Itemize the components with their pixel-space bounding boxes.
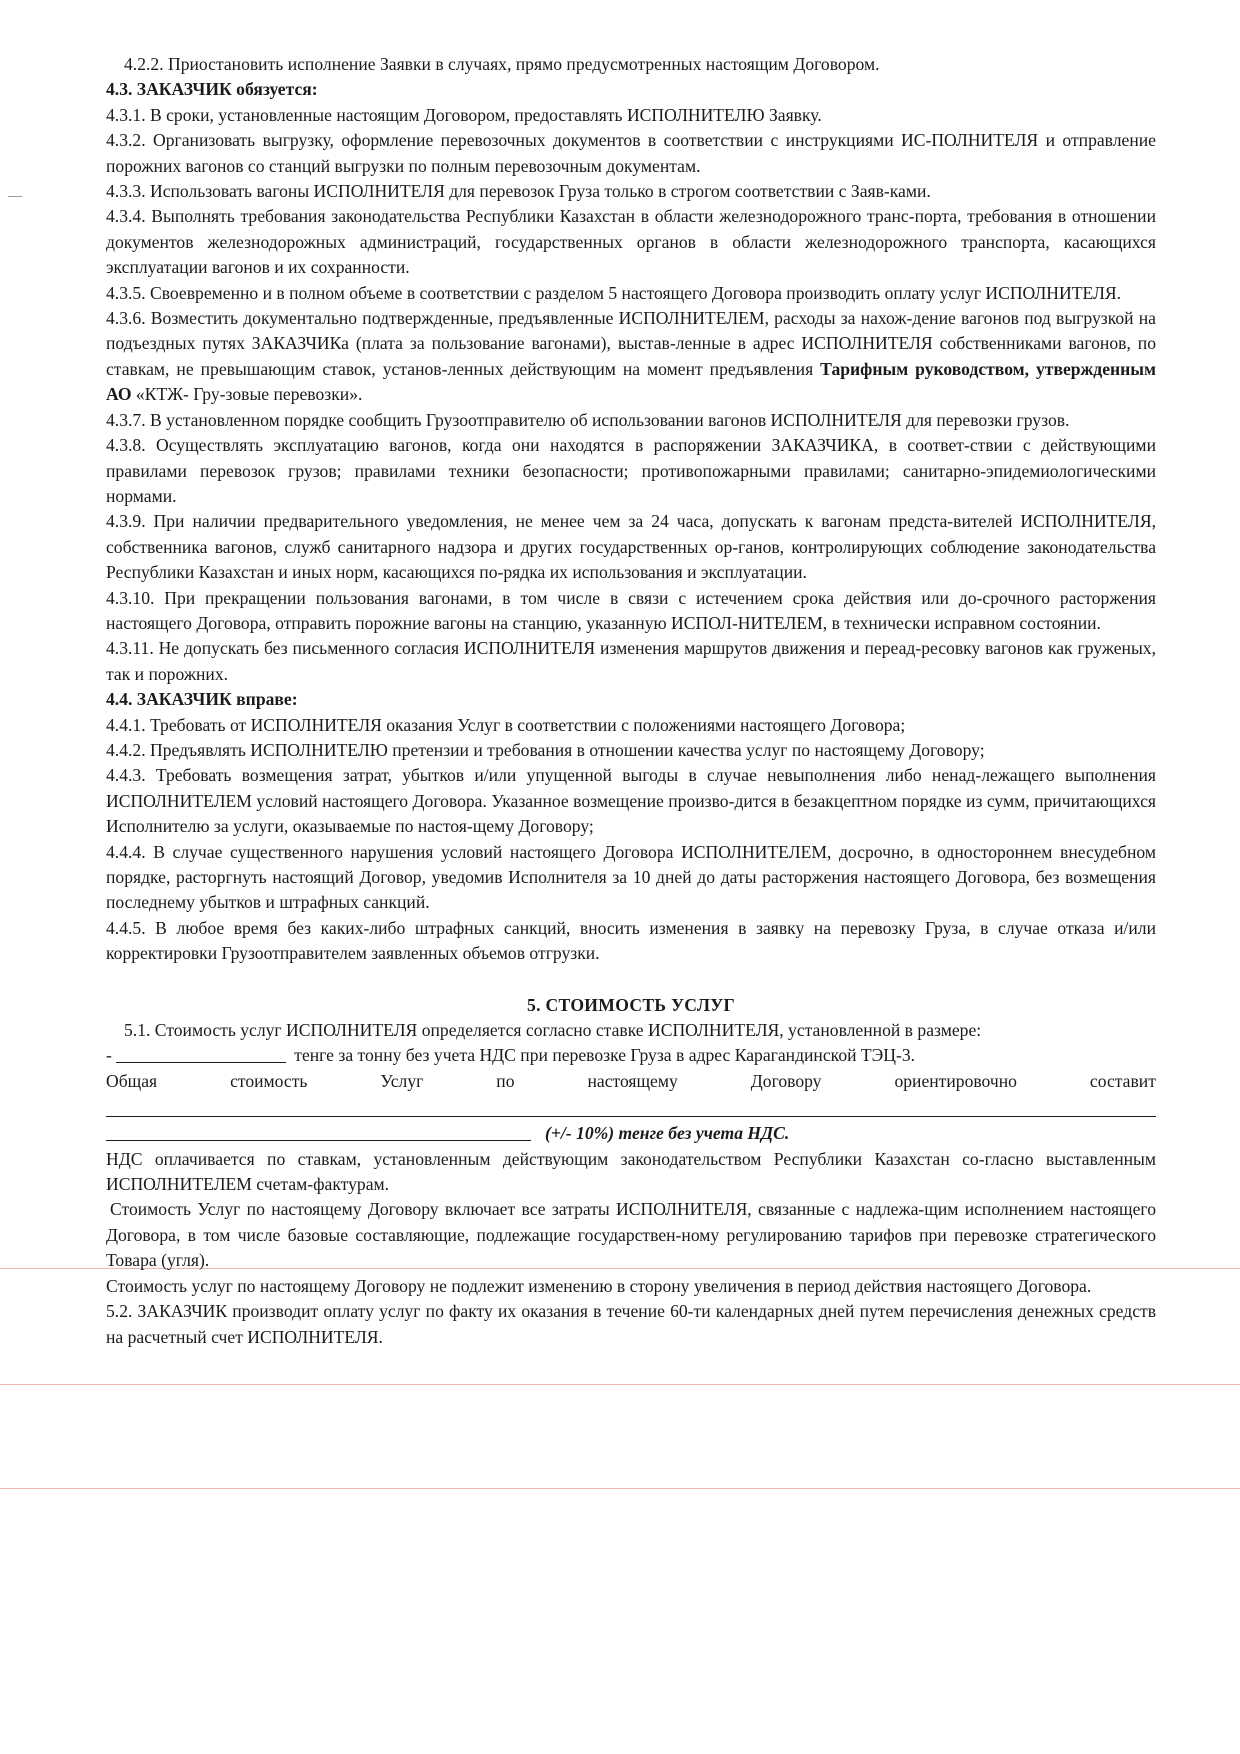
total-amount-blank-line — [106, 1096, 1156, 1117]
clause-4-3-6 — [106, 306, 1156, 408]
clause-4-3-6-bold: Тарифным руководством, утвержденным АО — [106, 358, 1156, 405]
rate-blank-field — [116, 1044, 286, 1063]
total-word: по — [496, 1070, 515, 1091]
cost-includes-paragraph: Стоимость Услуг по настоящему Договору включает все затраты ИСПОЛНИТЕЛЯ, связанные с надлежа-щим исполнением настоящего Договора, в том числе базовые составляющие, подлежащие государствен-ному регулированию тарифов при перевозке стратегического Товара (угля). — [106, 1199, 1156, 1271]
rate-line — [106, 1043, 1156, 1068]
clause-4-3-6-text: 4.3.6. Возместить документально подтвержденные, предъявленные ИСПОЛНИТЕЛЕМ, расходы за нахож-дение вагонов под выгрузкой на подъездных путях ЗАКАЗЧИКа (плата за пользование вагонами), выстав-ленные в адрес ИСПОЛНИТЕЛЯ собственниками вагонов, по ставкам, не превышающим ставок, установ-ленных действующим на момент предъявления — [106, 308, 1156, 379]
clause-4-3-5: 4.3.5. Своевременно и в полном объеме в соответствии с разделом 5 настоящего Договора производить оплату услуг ИСПОЛНИТЕЛЯ. — [106, 282, 1122, 303]
rate-dash: - — [106, 1045, 112, 1066]
clause-4-4-5: 4.4.5. В любое время без каких-либо штрафных санкций, вносить изменения в заявку на перевозку Груза, в случае отказа и/или корректировки Грузоотправителем заявленных объемов отгрузки. — [106, 917, 1156, 964]
clause-5-1: 5.1. Стоимость услуг ИСПОЛНИТЕЛЯ определяется согласно ставке ИСПОЛНИТЕЛЯ, установленной в размере: — [124, 1020, 982, 1041]
vat-paragraph: НДС оплачивается по ставкам, установленным действующим законодательством Республики Казахстан со-гласно выставленным ИСПОЛНИТЕЛЕМ счетам-фактурам. — [106, 1148, 1156, 1195]
clause-4-3-1: 4.3.1. В сроки, установленные настоящим Договором, предоставлять ИСПОЛНИТЕЛЮ Заявку. — [106, 104, 822, 125]
total-suffix: (+/- 10%) тенге без учета НДС. — [545, 1123, 790, 1144]
clause-4-4-2: 4.4.2. Предъявлять ИСПОЛНИТЕЛЮ претензии и требования в отношении качества услуг по настоящему Договору; — [106, 739, 985, 760]
total-word: Общая — [106, 1070, 158, 1091]
total-word: настоящему — [587, 1070, 678, 1091]
total-word: Договору — [750, 1070, 822, 1091]
total-word: Услуг — [380, 1070, 424, 1091]
clause-4-3-3: 4.3.3. Использовать вагоны ИСПОЛНИТЕЛЯ для перевозок Груза только в строгом соответствии с Заяв-ками. — [106, 181, 931, 202]
clause-4-3-11: 4.3.11. Не допускать без письменного согласия ИСПОЛНИТЕЛЯ изменения маршрутов движения и переад-ресовку вагонов как груженых, так и порожних. — [106, 638, 1156, 684]
document-page — [106, 52, 1156, 1350]
clause-4-3-8: 4.3.8. Осуществлять эксплуатацию вагонов, когда они находятся в распоряжении ЗАКАЗЧИКА, в соответ-ствии с действующими правилами перевозок грузов; правилами техники безопасности; противопожарными правилами; санитарно-эпидемиологическими нормами. — [106, 435, 1156, 506]
heading-4-4: 4.4. ЗАКАЗЧИК вправе: — [106, 689, 298, 710]
heading-4-3: 4.3. ЗАКАЗЧИК обязуется: — [106, 79, 318, 100]
total-cost-line — [106, 1069, 1156, 1094]
total-word: составит — [1089, 1070, 1156, 1091]
clause-5-2: 5.2. ЗАКАЗЧИК производит оплату услуг по факту их оказания в течение 60-ти календарных дней путем перечисления денежных средств на расчетный счет ИСПОЛНИТЕЛЯ. — [106, 1301, 1156, 1347]
scan-band-line — [0, 1488, 1240, 1489]
clause-4-3-2: 4.3.2. Организовать выгрузку, оформление перевозочных документов в соответствии с инструкциями ИС-ПОЛНИТЕЛЯ и отправление порожних вагонов со станций выгрузки по полным перевозочным документам. — [106, 130, 1156, 176]
clause-4-3-4: 4.3.4. Выполнять требования законодательства Республики Казахстан в области железнодорожного транс-порта, требования в отношении документов железнодорожных администраций, государственных органов в области железнодорожного транспорта, касающихся эксплуатации вагонов и их сохранности. — [106, 206, 1156, 278]
clause-4-4-3: 4.4.3. Требовать возмещения затрат, убытков и/или упущенной выгоды в случае невыполнения либо ненад-лежащего выполнения ИСПОЛНИТЕЛЕМ условий настоящего Договора. Указанное возмещение произво-дится в безакцептном порядке из сумм, причитающихся Исполнителю за услуги, оказываемые по настоя-щему Договору; — [106, 765, 1156, 837]
no-change-paragraph: Стоимость услуг по настоящему Договору не подлежит изменению в сторону увеличения в период действия настоящего Договора. — [106, 1275, 1092, 1296]
clause-4-3-9: 4.3.9. При наличии предварительного уведомления, не менее чем за 24 часа, допускать к вагонам предста-вителей ИСПОЛНИТЕЛЯ, собственника вагонов, служб санитарного надзора и других государственных ор-ганов, контролирующих соблюдение законодательства Республики Казахстан и иных норм, касающихся по-рядка их использования и эксплуатации. — [106, 511, 1156, 583]
clause-4-2-2: 4.2.2. Приостановить исполнение Заявки в случаях, прямо предусмотренных настоящим Договором. — [124, 54, 880, 74]
scan-edge-mark — [8, 196, 22, 197]
rate-text: тенге за тонну без учета НДС при перевозке Груза в адрес Карагандинской ТЭЦ-3. — [294, 1045, 916, 1066]
total-word: ориентировочно — [894, 1070, 1017, 1091]
clause-4-3-6-end: «КТЖ- Гру-зовые перевозки». — [131, 384, 363, 405]
clause-4-4-1: 4.4.1. Требовать от ИСПОЛНИТЕЛЯ оказания Услуг в соответствии с положениями настоящего Договора; — [106, 714, 906, 735]
total-amount-line — [106, 1121, 1156, 1146]
section-5-title: 5. СТОИМОСТЬ УСЛУГ — [527, 994, 735, 1015]
clause-4-3-10: 4.3.10. При прекращении пользования вагонами, в том числе в связи с истечением срока действия или до-срочного расторжения настоящего Договора, отправить порожние вагоны на станцию, указанную ИСПОЛ-НИТЕЛЕМ, в технически исправном состоянии. — [106, 587, 1156, 633]
clause-4-4-4: 4.4.4. В случае существенного нарушения условий настоящего Договора ИСПОЛНИТЕЛЕМ, досрочно, в одностороннем внесудебном порядке, расторгнуть настоящий Договор, уведомив Исполнителя за 10 дней до даты расторжения настоящего Договора, без возмещения последнему убытков и штрафных санкций. — [106, 841, 1156, 913]
total-amount-blank — [106, 1122, 531, 1141]
scan-band-line — [0, 1384, 1240, 1385]
total-word: стоимость — [230, 1070, 308, 1091]
clause-4-3-7: 4.3.7. В установленном порядке сообщить Грузоотправителю об использовании вагонов ИСПОЛНИТЕЛЯ для перевозки грузов. — [106, 409, 1070, 430]
